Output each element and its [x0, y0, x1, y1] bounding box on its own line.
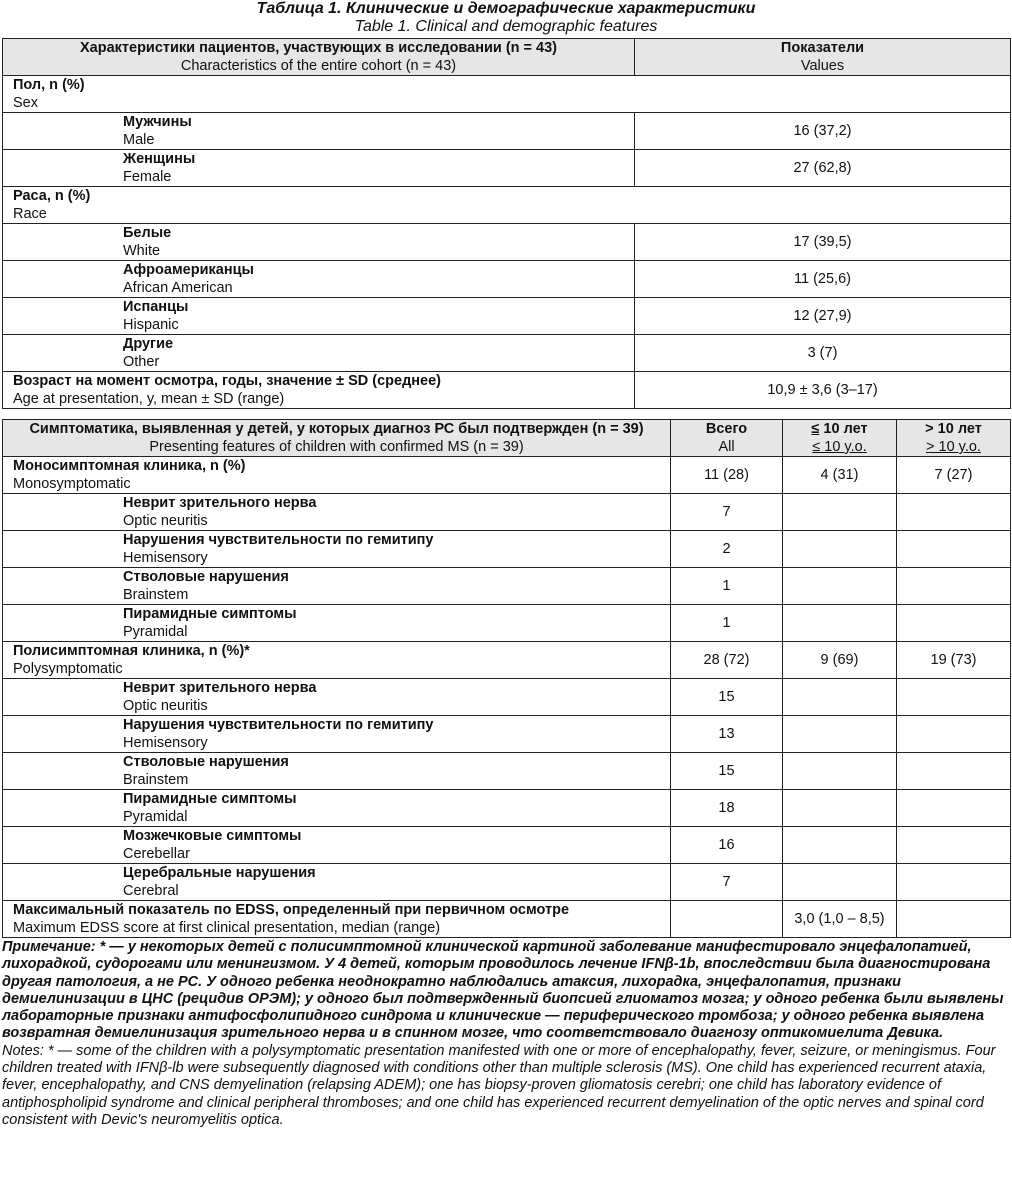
header-en: 10 y.o.	[820, 439, 867, 455]
all-cell: 13	[671, 716, 783, 753]
le-sign: ≤	[812, 439, 821, 455]
value-cell: 27 (62,8)	[635, 150, 1011, 187]
race-group-row	[3, 187, 1011, 224]
label-ru: Возраст на момент осмотра, годы, значение ± SD (среднее)	[13, 373, 441, 389]
label-ru: Нарушения чувствительности по гемитипу	[123, 532, 434, 548]
label-ru: Афроамериканцы	[123, 262, 254, 278]
label-ru: Неврит зрительного нерва	[123, 495, 317, 511]
table-row	[3, 790, 1011, 827]
table-row	[3, 679, 1011, 716]
label-en: Cerebral	[123, 883, 179, 899]
table1-header-row	[3, 39, 1011, 76]
edss-row	[3, 901, 1011, 938]
table-row	[3, 753, 1011, 790]
table-row	[3, 224, 1011, 261]
all-cell: 11 (28)	[671, 457, 783, 494]
header-ru: Характеристики пациентов, участвующих в исследовании (n = 43)	[80, 40, 557, 56]
all-cell: 1	[671, 605, 783, 642]
label-ru: Раса, n (%)	[13, 188, 91, 204]
table-notes	[2, 939, 1010, 1129]
label-ru: Мужчины	[123, 114, 192, 130]
age-row	[3, 372, 1011, 409]
table-row	[3, 113, 1011, 150]
all-cell: 2	[671, 531, 783, 568]
caption-ru: Таблица 1. Клинические и демографические характеристики	[256, 0, 756, 17]
label-en: Pyramidal	[123, 809, 188, 825]
all-cell: 7	[671, 494, 783, 531]
table2-header-features	[3, 420, 671, 457]
header-ru: Всего	[705, 421, 748, 437]
table-caption	[0, 0, 1012, 36]
value-cell: 11 (25,6)	[635, 261, 1011, 298]
value-cell: 3 (7)	[635, 335, 1011, 372]
label-en: Hemisensory	[123, 735, 208, 751]
label-ru: Мозжечковые симптомы	[123, 828, 302, 844]
mono-group-row	[3, 457, 1011, 494]
sex-group-row	[3, 76, 1011, 113]
all-cell: 18	[671, 790, 783, 827]
label-ru: Нарушения чувствительности по гемитипу	[123, 717, 434, 733]
label-en: Sex	[13, 95, 38, 111]
header-ru: > 10 лет	[925, 421, 982, 437]
symptoms-table	[2, 419, 1011, 938]
all-cell: 7	[671, 864, 783, 901]
table-row	[3, 827, 1011, 864]
table-row	[3, 864, 1011, 901]
poly-group-row	[3, 642, 1011, 679]
label-en: Male	[123, 132, 155, 148]
label-en: Brainstem	[123, 772, 189, 788]
table-row	[3, 605, 1011, 642]
all-cell: 28 (72)	[671, 642, 783, 679]
label-en: Maximum EDSS score at first clinical presentation, median (range)	[13, 920, 441, 936]
label-ru: Полисимптомная клиника, n (%)*	[13, 643, 250, 659]
label-ru: Стволовые нарушения	[123, 569, 289, 585]
table-row	[3, 716, 1011, 753]
header-ru: 10 лет	[819, 421, 868, 437]
all-cell: 15	[671, 679, 783, 716]
label-ru: Моносимптомная клиника, n (%)	[13, 458, 246, 474]
notes-en: Notes: * — some of the children with a polysymptomatic presentation manifested with one or more of encephalopathy, fever, seizure, or meningismus. Four children treated with IFNβ-lb were subsequently diagnosed with conditions other than multiple sclerosis (MS). One child has experienced recurrent ataxia, fever, encephalopathy, and CNS demyelination (relapsing ADEM); one has biopsy-proven gliomatosis cerebri; one child has laboratory evidence of antiphospholipid syndrome and clinical peripheral thromboses; and one child has experienced recurrent demyelination of the optic nerves and spinal cord consistent with Devic's neuromyelitis optica.	[2, 1042, 996, 1128]
header-en: Values	[800, 58, 845, 74]
label-ru: Белые	[123, 225, 172, 241]
header-en: > 10 y.o.	[926, 439, 981, 455]
label-en: Pyramidal	[123, 624, 188, 640]
label-en: Monosymptomatic	[13, 476, 131, 492]
label-en: Other	[123, 354, 160, 370]
table-row	[3, 531, 1011, 568]
table-row	[3, 494, 1011, 531]
label-ru: Стволовые нарушения	[123, 754, 289, 770]
label-en: Optic neuritis	[123, 513, 208, 529]
table-row	[3, 568, 1011, 605]
label-ru: Церебральные нарушения	[123, 865, 316, 881]
caption-en: Table 1. Clinical and demographic features	[354, 18, 658, 35]
gt10-cell: 19 (73)	[897, 642, 1011, 679]
label-ru: Испанцы	[123, 299, 189, 315]
label-ru: Женщины	[123, 151, 196, 167]
label-en: Age at presentation, y, mean ± SD (range)	[13, 391, 285, 407]
table2-header-all	[671, 420, 783, 457]
value-cell: 16 (37,2)	[635, 113, 1011, 150]
header-en: All	[718, 439, 735, 455]
notes-ru: Примечание: * — у некоторых детей с полисимптомной клинической картиной заболевание манифестировало энцефалопатией, лихорадкой, судорогами или менингизмом. У 4 детей, которым проводилось лечение IFNβ-1b, впоследствии была диагностирована другая патология, а не РС. У одного ребенка неоднократно наблюдались атаксия, лихорадка, энцефалопатия, признаки демиелинизации в ЦНС (рецидив ОРЭМ); у одного был подтвержденный биопсией глиоматоз мозга; у одного ребенка были выявлены лабораторные признаки антифосфолипидного синдрома и клинические — периферического тромбоза; у одного ребенка выявлена возвратная демиелинизация зрительного нерва и в спинном мозге, что соответствовало диагнозу оптикомиелита Девика.	[2, 939, 1004, 1042]
label-en: Race	[13, 206, 47, 222]
label-en: Hemisensory	[123, 550, 208, 566]
label-en: White	[123, 243, 161, 259]
table2-header-row	[3, 420, 1011, 457]
sex-group-label	[3, 76, 1011, 113]
gt10-cell: 7 (27)	[897, 457, 1011, 494]
all-cell: 16	[671, 827, 783, 864]
table-row	[3, 335, 1011, 372]
table1-header-values	[635, 39, 1011, 76]
table1-header-characteristics	[3, 39, 635, 76]
demographics-table	[2, 38, 1011, 409]
header-ru: Показатели	[780, 40, 865, 56]
table-row	[3, 261, 1011, 298]
table2-header-le10	[783, 420, 897, 457]
label-ru: Пирамидные симптомы	[123, 791, 297, 807]
le10-cell: 9 (69)	[783, 642, 897, 679]
label-ru: Пол, n (%)	[13, 77, 85, 93]
label-en: Hispanic	[123, 317, 179, 333]
label-en: Brainstem	[123, 587, 189, 603]
header-ru: Симптоматика, выявленная у детей, у которых диагноз РС был подтвержден (n = 39)	[29, 421, 644, 437]
label-ru: Максимальный показатель по EDSS, определенный при первичном осмотре	[13, 902, 570, 918]
label-en: Polysymptomatic	[13, 661, 123, 677]
label-en: Optic neuritis	[123, 698, 208, 714]
all-cell: 1	[671, 568, 783, 605]
header-en: Characteristics of the entire cohort (n = 43)	[180, 58, 457, 74]
label-ru: Другие	[123, 336, 174, 352]
table2-header-gt10	[897, 420, 1011, 457]
label-en: Female	[123, 169, 172, 185]
value-cell: 12 (27,9)	[635, 298, 1011, 335]
label-ru: Неврит зрительного нерва	[123, 680, 317, 696]
table-row	[3, 150, 1011, 187]
header-en: Presenting features of children with confirmed MS (n = 39)	[149, 439, 524, 455]
label-ru: Пирамидные симптомы	[123, 606, 297, 622]
all-cell: 15	[671, 753, 783, 790]
value-cell: 17 (39,5)	[635, 224, 1011, 261]
label-en: Cerebellar	[123, 846, 190, 862]
le10-cell: 4 (31)	[783, 457, 897, 494]
label-en: African American	[123, 280, 233, 296]
edss-value-cell: 3,0 (1,0 – 8,5)	[783, 901, 897, 938]
table-row	[3, 298, 1011, 335]
race-group-label	[3, 187, 1011, 224]
le-sign: ≤	[811, 421, 820, 437]
value-cell: 10,9 ± 3,6 (3–17)	[635, 372, 1011, 409]
